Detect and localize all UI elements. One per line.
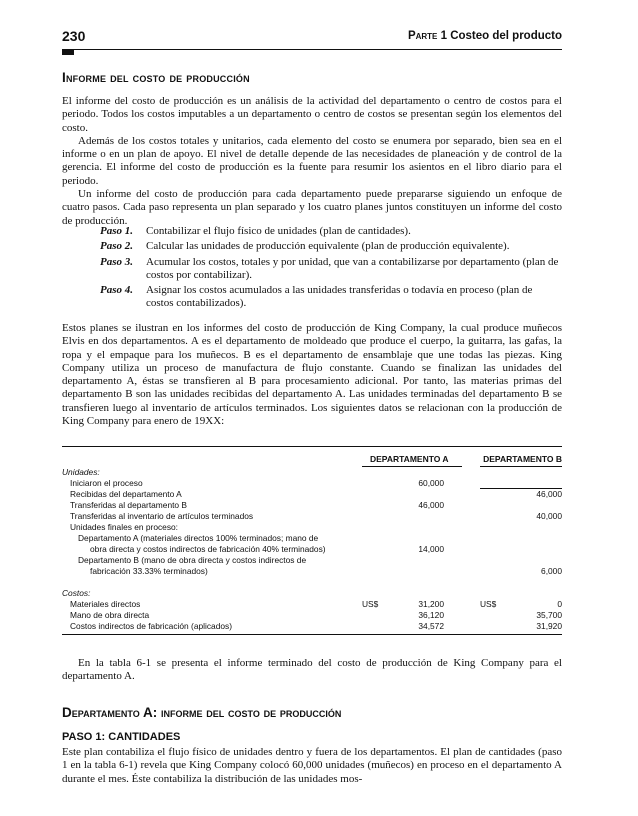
body-paragraph: Estos planes se ilustran en los informes del costo de producción de King Company, la cual produce muñecos Elvis en dos departamentos. A es el departamento de moldeado que produce el cuerpo, la guitarra, las gafas, la ropa y el empaque para los muñecos. B es el departamento de ensamblaje que une todas las piezas. King Company utiliza un proceso de manufactura de flujo constante. Cuando se finalizan las unidades del departamento A, éstas se transfieren al B para procesamiento adicional. Por tanto, las materias primas del departamento B son las unidades recibidas del departamento A. Las unidades terminadas del departamento B se transfieren luego al inventario de artículos terminados. Los siguientes datos se relacionan con la producción de King Company para enero de 19XX: [62,322,562,428]
step-item [100,284,562,311]
table-row [62,489,562,500]
row-value-a: 60,000 [418,478,444,488]
row-label: Iniciaron el proceso [70,478,143,488]
row-value-a: 31,200 [418,599,444,609]
row-label: Unidades finales en proceso: [70,522,179,532]
table-row [62,511,562,522]
page-number: 230 [62,28,86,44]
step-label: Paso 1. [100,225,133,237]
step-label: Paso 3. [100,255,133,268]
row-value-a: 36,120 [418,610,444,620]
table-row [62,610,562,621]
intro-paragraph-3: Un informe del costo de producción para cada departamento puede prepararse siguiendo un enfoque de cuatro pasos. Cada paso representa un plan separado y los cuatro planes juntos constituyen un informe del costo de producción. [62,188,562,227]
table-row [62,555,562,566]
header-bar [62,50,74,55]
table-row [62,533,562,544]
table-row [62,500,562,511]
row-value-b: 40,000 [536,511,562,521]
row-value-b: 6,000 [541,566,562,576]
intro-text [62,95,562,228]
row-value-b: 46,000 [536,489,562,499]
table-bottom-rule [62,634,562,635]
units-heading: Unidades: [62,467,100,477]
step-item [100,256,562,283]
part-subject: Costeo del producto [450,30,562,42]
steps-list [100,225,562,313]
table-row [62,621,562,632]
row-value-b: 0 [557,599,562,609]
subsection-title: Departamento A: informe del costo de producción [62,705,342,720]
column-header-dept-b: DEPARTAMENTO B [483,454,562,464]
step-text: Acumular los costos, totales y por unidad, que van a contabilizarse por departamento (plan de costos por contabilizar). [146,255,559,281]
part-title [408,30,562,42]
row-value-b: 35,700 [536,610,562,620]
row-label: Costos indirectos de fabricación (aplicados) [70,621,232,631]
row-value-a: 46,000 [418,500,444,510]
after-table-paragraph: En la tabla 6-1 se presenta el informe terminado del costo de producción de King Company para el departamento A. [62,657,562,683]
step-item [100,225,562,238]
table-row [62,599,562,610]
step-text: Calcular las unidades de producción equivalente (plan de producción equivalente). [146,240,510,253]
column-header-dept-a: DEPARTAMENTO A [370,454,449,464]
table-row [62,522,562,533]
row-label: Departamento B (mano de obra directa y costos indirectos de [78,555,307,565]
row-label: Transferidas al inventario de artículos terminados [70,511,254,521]
intro-paragraph-2: Además de los costos totales y unitarios, cada elemento del costo se enumera por separado, bien sea en el informe o en un plan de apoyo. El nivel de detalle depende de las necesidades de planeación y de control de la gerencia. El informe del costo de producción es la fuente para resumir los asientos en el libro diario para el periodo. [62,134,562,187]
step-label: Paso 4. [100,284,133,297]
row-label: obra directa y costos indirectos de fabricación 40% terminados) [90,544,326,554]
row-label: Mano de obra directa [70,610,150,620]
step-text: Contabilizar el flujo físico de unidades (plan de cantidades). [146,225,411,237]
row-label: Transferidas al departamento B [70,500,187,510]
intro-paragraph-1: El informe del costo de producción es un análisis de la actividad del departamento o centro de costos para el periodo. Todos los costos imputables a un departamento o centro de costos se presentan según los elementos del costo. [62,95,562,134]
step-label: Paso 2. [100,240,133,253]
final-paragraph: Este plan contabiliza el flujo físico de unidades dentro y fuera de los departamentos. El plan de cantidades (paso 1 en la tabla 6-1) revela que King Company colocó 60,000 unidades (muñecos) en proceso en el departamento A durante el mes. Éste contabiliza la distribución de las unidades mos- [62,746,562,785]
table-row [62,467,562,478]
table-row [62,566,562,577]
step-text: Asignar los costos acumulados a las unidades transferidas o todavía en proceso (plan de costos contabilizados). [146,284,533,310]
row-value-b: 31,920 [536,621,562,631]
currency-a: US$ [362,599,379,609]
running-header [62,28,562,48]
row-label: Recibidas del departamento A [70,489,182,499]
row-label: Departamento A (materiales directos 100% terminados; mano de [78,533,319,543]
section-title: Informe del costo de producción [62,70,250,85]
row-value-a: 14,000 [418,544,444,554]
row-label: Materiales directos [70,599,141,609]
part-label: Parte 1 [407,30,447,42]
table-row [62,544,562,555]
currency-b: US$ [480,599,497,609]
row-value-a: 34,572 [418,621,444,631]
table-row [62,588,562,599]
header-rule [62,49,562,50]
row-label: fabricación 33.33% terminados) [90,566,208,576]
step-item [100,240,562,253]
table-top-rule [62,446,562,447]
paso-heading: PASO 1: CANTIDADES [62,731,181,743]
costs-heading: Costos: [62,588,91,598]
